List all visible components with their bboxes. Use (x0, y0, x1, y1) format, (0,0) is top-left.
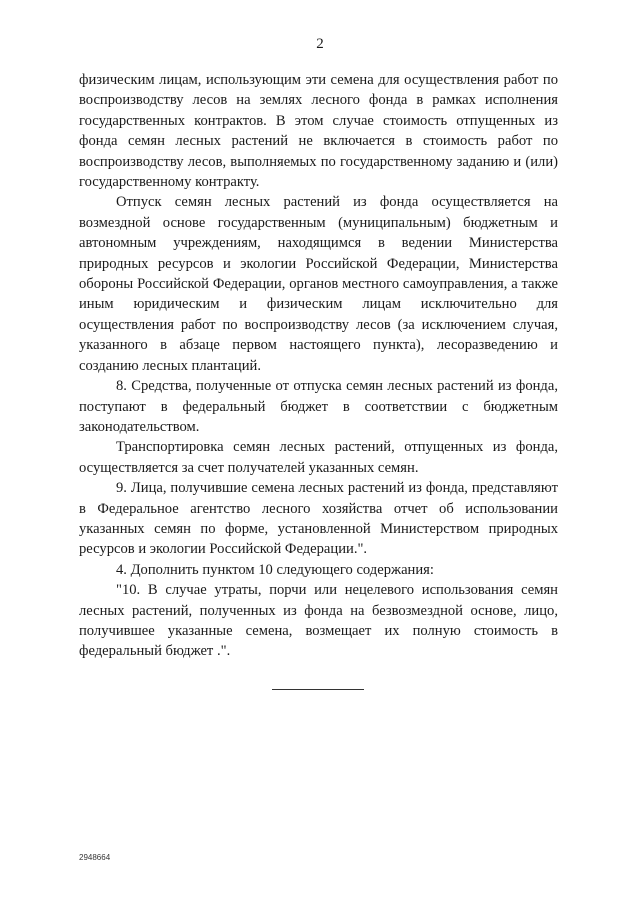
page-number: 2 (316, 36, 324, 52)
paragraph-continuation: физическим лицам, использующим эти семена для осуществления работ по воспроизводству лесов на землях лесного фонда в рамках исполнения государственных контрактов. В этом случае стоимость отпущенных из фонда семян лесных растений не включается в стоимость работ по воспроизводству лесов, выполняемых по государственному заданию и (или) государственному контракту. (79, 72, 558, 191)
paragraph-transport: Транспортировка семян лесных растений, отпущенных из фонда, осуществляется за счет получателей указанных семян. (79, 439, 558, 476)
paragraph-item-8: 8. Средства, полученные от отпуска семян лесных растений из фонда, поступают в федеральный бюджет в соответствии с бюджетным законодательством. (79, 378, 558, 435)
paragraph-seed-release: Отпуск семян лесных растений из фонда осуществляется на возмездной основе государственным (муниципальным) бюджетным и автономным учреждениям, находящимся в ведении Министерства природных ресурсов и экологии Российской Федерации, Министерства обороны Российской Федерации, органов местного самоуправления, а также иным юридическим и физическим лицам исключительно для осуществления работ по воспроизводству лесов (за исключением случая, указанного в абзаце первом настоящего пункта), лесоразведению и созданию лесных плантаций. (79, 194, 558, 374)
paragraph-amendment-4: 4. Дополнить пунктом 10 следующего содержания: (116, 561, 434, 578)
document-body (79, 70, 558, 662)
paragraph-item-9: 9. Лица, получившие семена лесных растений из фонда, представляют в Федеральное агентство лесного хозяйства отчет об использовании указанных семян по форме, установленной Министерством природных ресурсов и экологии Российской Федерации.". (79, 480, 558, 558)
document-id: 2948664 (79, 853, 111, 862)
paragraph-item-10: "10. В случае утраты, порчи или нецелевого использования семян лесных растений, полученных из фонда на безвозмездной основе, лицо, получившее указанные семена, возмещает их полную стоимость в федеральный бюджет .". (79, 582, 558, 660)
end-divider (272, 689, 364, 690)
